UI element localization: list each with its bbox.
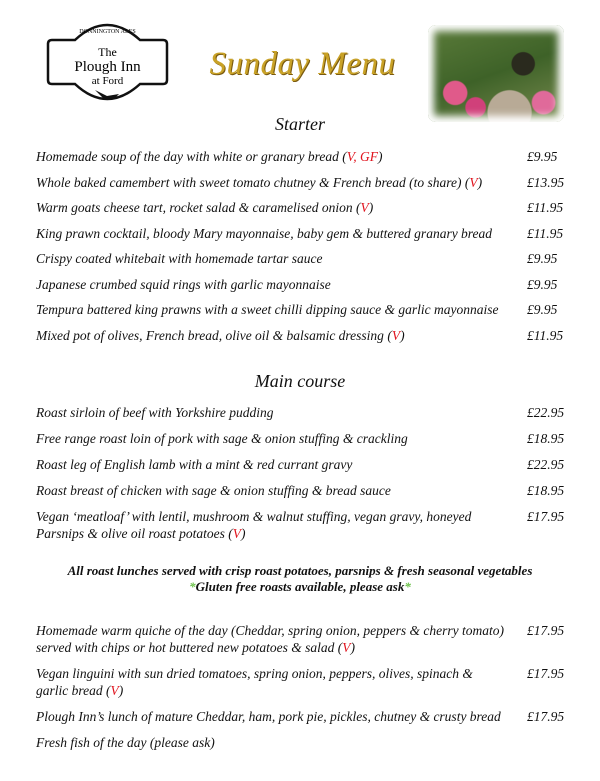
dietary-tag: (V) xyxy=(334,640,355,655)
menu-item-description: Vegan linguini with sun dried tomatoes, spring onion, peppers, olives, spinach & garlic bread (V) xyxy=(36,666,473,698)
menu-item-price: £9.95 xyxy=(527,251,558,266)
menu-item-price: £22.95 xyxy=(527,457,565,472)
menu-item-description: Japanese crumbed squid rings with garlic mayonnaise xyxy=(36,276,331,292)
menu-item-description: Tempura battered king prawns with a sweet chilli dipping sauce & garlic mayonnaise xyxy=(36,302,499,317)
menu-item xyxy=(36,174,576,191)
menu-item-price: £17.95 xyxy=(527,666,565,681)
plough-inn-logo xyxy=(45,18,170,104)
menu-item xyxy=(36,148,576,165)
menu-item xyxy=(36,225,576,242)
menu-item xyxy=(36,734,576,751)
menu-item xyxy=(36,482,576,499)
gluten-free-note: *Gluten free roasts available, please ask* xyxy=(189,579,411,594)
menu-item xyxy=(36,708,576,725)
menu-item-description: Mixed pot of olives, French bread, olive oil & balsamic dressing (V) xyxy=(36,327,405,343)
menu-item xyxy=(36,250,576,267)
svg-text:The: The xyxy=(98,45,117,59)
menu-item xyxy=(36,456,576,473)
menu-item-description: Roast sirloin of beef with Yorkshire pudding xyxy=(36,405,274,420)
menu-item xyxy=(36,301,576,318)
menu-item-price: £9.95 xyxy=(527,276,558,292)
svg-text:Plough Inn: Plough Inn xyxy=(74,59,141,75)
menu-item-price: £18.95 xyxy=(527,483,565,498)
menu-item-price: £17.95 xyxy=(527,709,565,724)
menu-item-description: Roast breast of chicken with sage & onion stuffing & bread sauce xyxy=(36,483,391,498)
menu-item-price: £9.95 xyxy=(527,302,558,317)
menu-item-description: King prawn cocktail, bloody Mary mayonnaise, baby gem & buttered granary bread xyxy=(36,225,493,241)
roast-note-line1: All roast lunches served with crisp roast potatoes, parsnips & fresh seasonal vegetables xyxy=(67,563,533,578)
menu-item-description: Warm goats cheese tart, rocket salad & caramelised onion (V) xyxy=(36,200,374,215)
menu-item-price: £9.95 xyxy=(527,149,558,164)
menu-item-description: Plough Inn’s lunch of mature Cheddar, ham, pork pie, pickles, chutney & crusty bread xyxy=(36,709,501,724)
menu-item xyxy=(36,276,576,293)
menu-item-description: Whole baked camembert with sweet tomato chutney & French bread (to share) (V) xyxy=(36,174,483,190)
menu-item xyxy=(36,508,576,542)
menu-item-price: £11.95 xyxy=(527,200,564,215)
dietary-tag: (V) xyxy=(461,174,483,190)
svg-text:DONNINGTON ALES: DONNINGTON ALES xyxy=(79,29,136,35)
svg-text:at Ford: at Ford xyxy=(91,75,124,87)
menu-item-price: £11.95 xyxy=(527,225,564,241)
main-course-list xyxy=(36,404,576,551)
menu-item-price: £22.95 xyxy=(527,405,565,420)
dietary-tag: (V) xyxy=(352,200,374,215)
menu-item xyxy=(36,665,576,699)
dietary-tag: (V) xyxy=(102,683,124,698)
dietary-tag: (V) xyxy=(383,327,405,343)
menu-item-price: £13.95 xyxy=(527,174,565,190)
menu-item xyxy=(36,622,576,656)
menu-item-price: £18.95 xyxy=(527,431,565,446)
starter-heading: Starter xyxy=(274,114,325,134)
menu-item-description: Crispy coated whitebait with homemade tartar sauce xyxy=(36,251,323,266)
other-mains-list xyxy=(36,622,576,760)
dietary-tag: (V, GF) xyxy=(338,149,383,164)
roast-note xyxy=(0,563,600,595)
menu-item-description: Vegan ‘meatloaf’ with lentil, mushroom & walnut stuffing, vegan gravy, honeyed Parsnips & olive oil roast potatoes (V) xyxy=(36,509,472,541)
page-title: Sunday Menu xyxy=(209,46,396,82)
menu-item-description: Free range roast loin of pork with sage & onion stuffing & crackling xyxy=(36,431,408,446)
starter-list xyxy=(36,148,576,352)
pub-entrance-photo xyxy=(428,25,564,122)
menu-item-description: Homemade warm quiche of the day (Cheddar, spring onion, peppers & cherry tomato) served with chips or hot buttered new potatoes & salad (V) xyxy=(36,623,504,655)
menu-item-price: £11.95 xyxy=(527,327,564,343)
menu-item-description: Roast leg of English lamb with a mint & red currant gravy xyxy=(36,457,353,472)
menu-item-price: £17.95 xyxy=(527,509,565,524)
menu-item xyxy=(36,327,576,344)
menu-item xyxy=(36,404,576,421)
menu-item-description: Fresh fish of the day (please ask) xyxy=(36,735,215,750)
dietary-tag: (V) xyxy=(224,526,246,541)
main-course-heading: Main course xyxy=(254,371,346,391)
menu-item-description: Homemade soup of the day with white or granary bread (V, GF) xyxy=(36,149,383,164)
menu-item xyxy=(36,430,576,447)
menu-item-price: £17.95 xyxy=(527,623,565,638)
menu-item xyxy=(36,199,576,216)
